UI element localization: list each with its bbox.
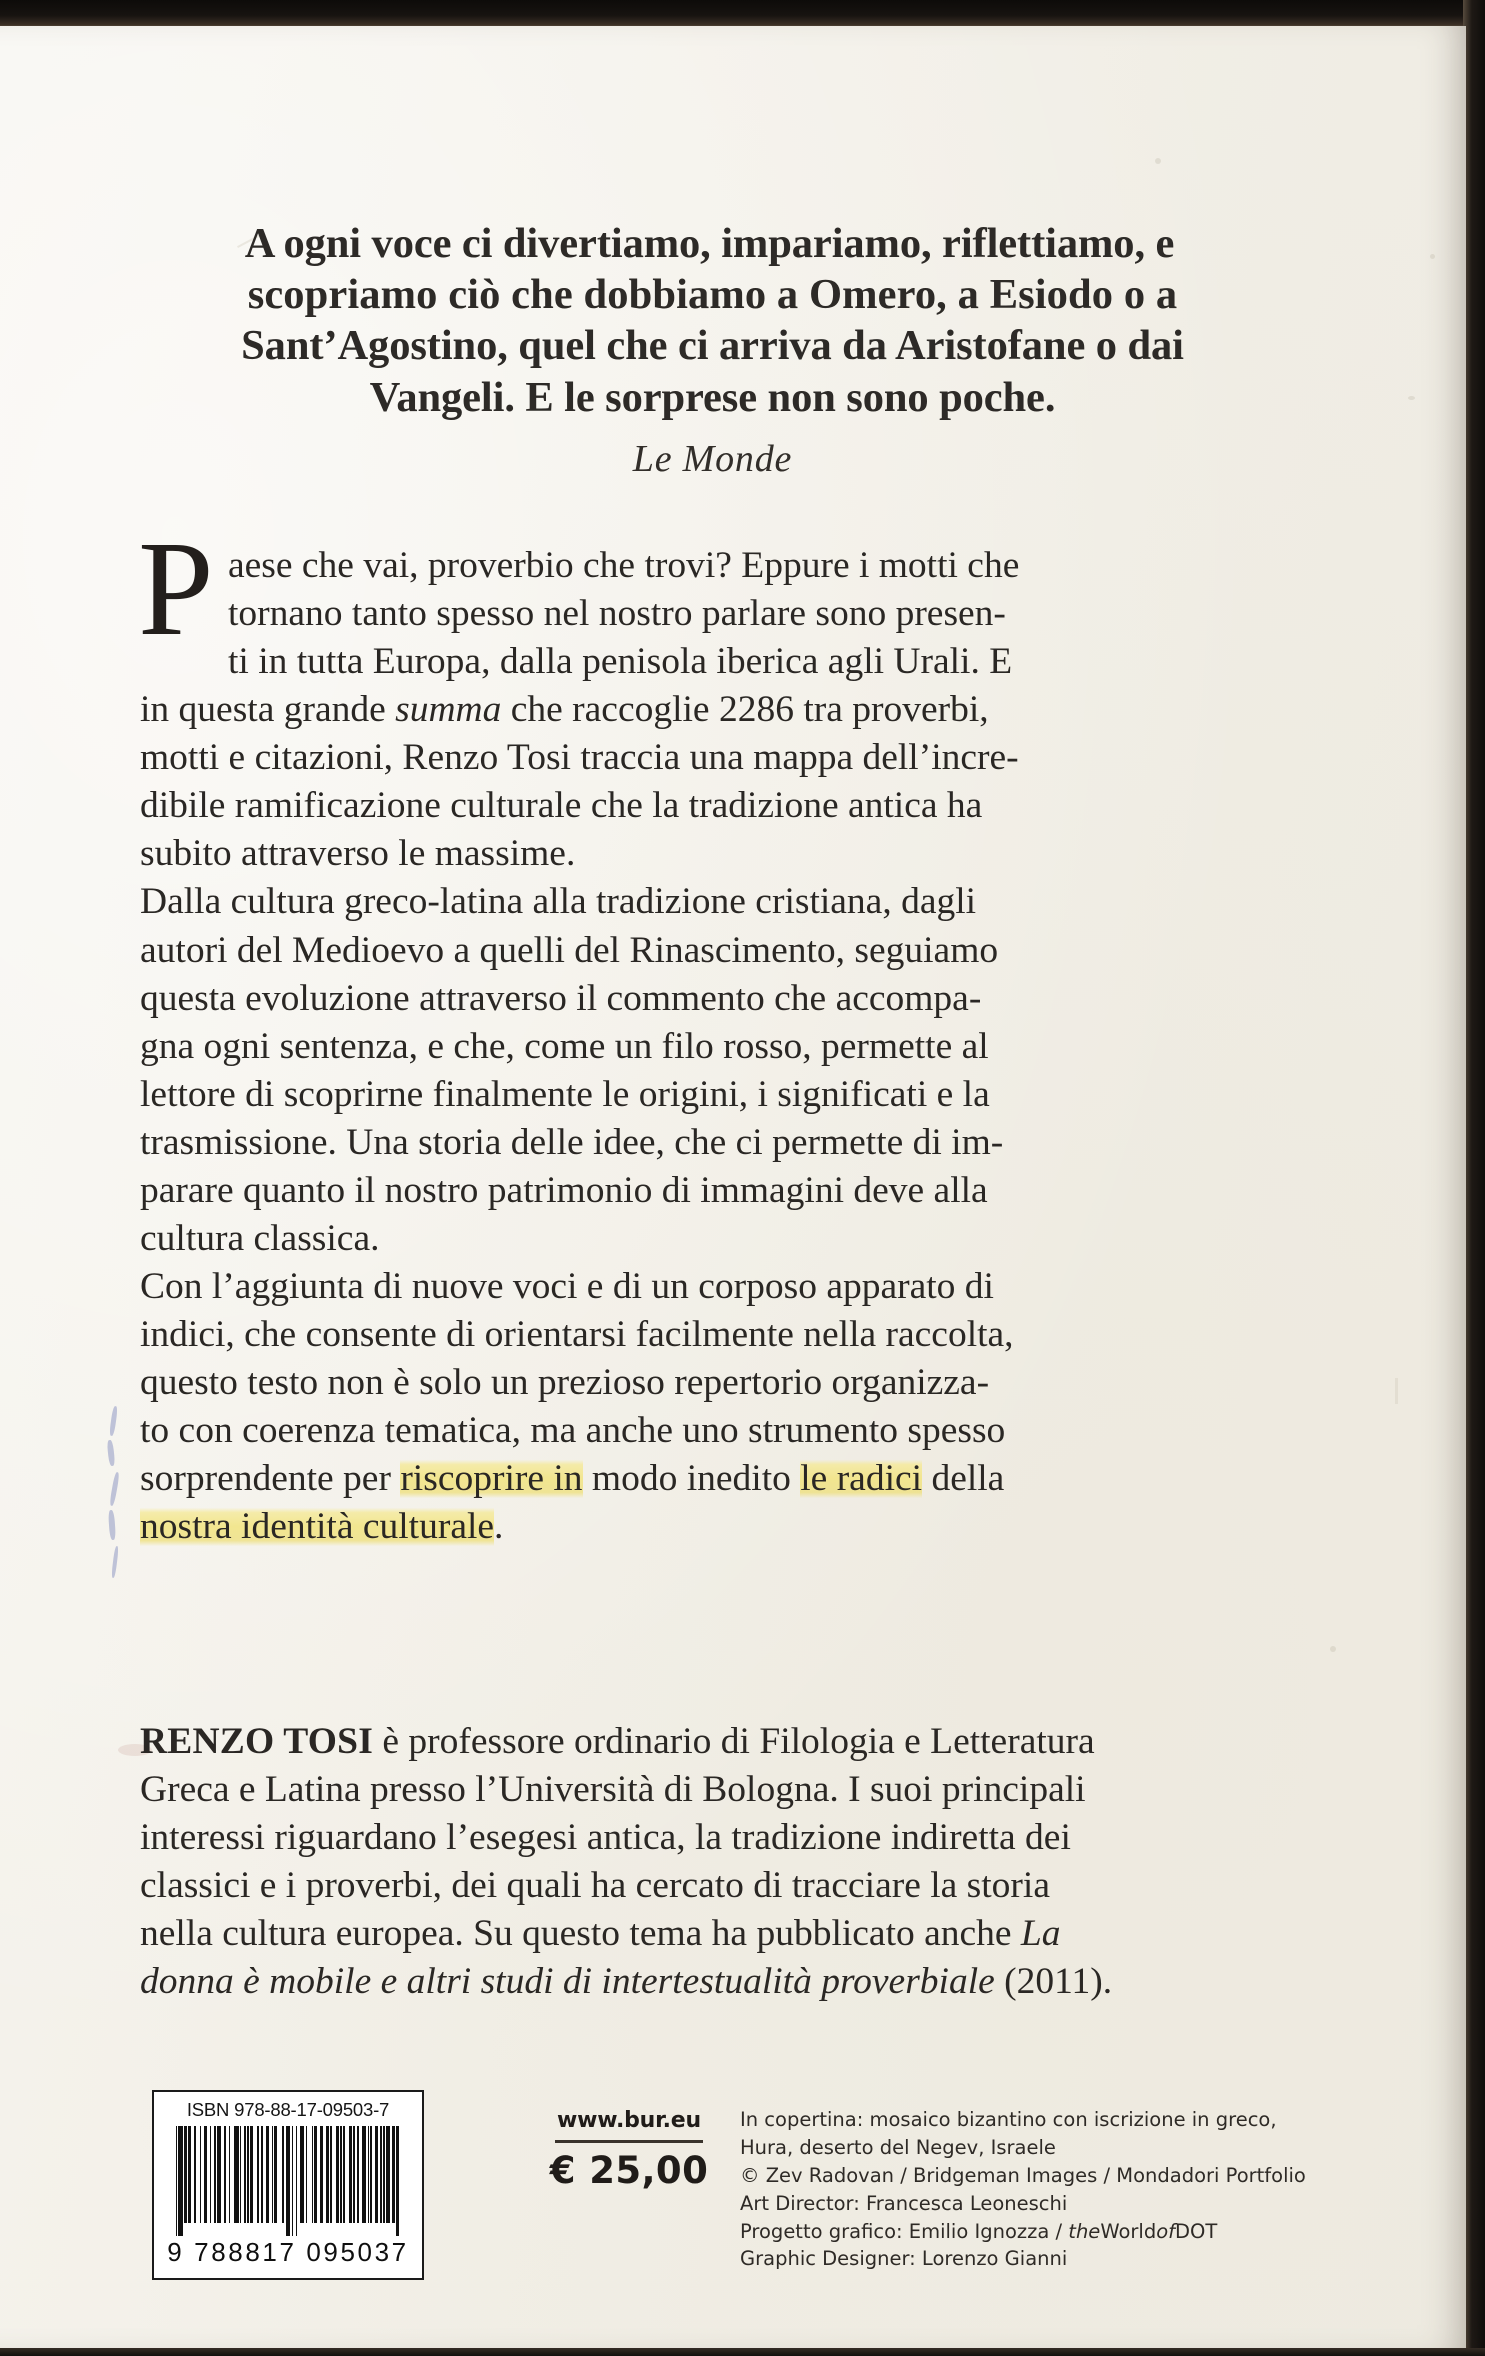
cover-price: € 25,00 (549, 2148, 709, 2192)
blurb-line: motti e citazioni, Renzo Tosi traccia una mappa dell’incre- (140, 737, 1019, 779)
blurb-line: lettore di scoprirne finalmente le origini, i significati e la (140, 1073, 990, 1115)
paper-speckle (1330, 1646, 1336, 1652)
blurb-line: dibile ramificazione culturale che la tradizione antica ha (140, 785, 983, 827)
pull-quote-line: Sant’Agostino, quel che ci arriva da Aristofane o dai (241, 322, 1184, 370)
publisher-website: www.bur.eu (557, 2108, 701, 2133)
blurb-line: aese che vai, proverbio che trovi? Eppure i motti che (228, 545, 1020, 586)
paper-speckle (1408, 396, 1415, 400)
blurb-line: autori del Medioevo a quelli del Rinascimento, seguiamo (140, 929, 999, 971)
blurb-paragraph (140, 878, 1285, 1263)
credit-line (740, 2218, 1360, 2246)
pull-quote-line: Vangeli. E le sorprese non sono poche. (369, 373, 1056, 421)
blurb-line: to con coerenza tematica, ma anche uno strumento spesso (140, 1410, 1006, 1452)
author-bio (140, 1718, 1285, 2006)
blurb-line (140, 686, 1285, 734)
highlighted-text: nostra identità culturale (140, 1506, 495, 1548)
blurb-text-fragment: in questa grande (140, 689, 396, 731)
highlighted-text: le radici (800, 1458, 923, 1500)
scanner-lid-bottom-edge (0, 2348, 1485, 2356)
credit-line: Art Director: Francesca Leoneschi (740, 2191, 1068, 2215)
blurb-line: subito attraverso le massime. (140, 833, 576, 875)
bio-italic-fragment: La (1020, 1913, 1061, 1955)
highlighted-text: riscoprire in (400, 1458, 583, 1500)
pull-quote (140, 218, 1285, 483)
blurb-text (138, 514, 1285, 1551)
blurb-text-fragment: che raccoglie 2286 tra proverbi, (501, 689, 989, 731)
blurb-line: tornano tanto spesso nel nostro parlare sono presen- (228, 593, 1006, 635)
credit-line: Hura, deserto del Negev, Israele (740, 2135, 1056, 2159)
drop-cap: P (138, 514, 214, 664)
bio-text-fragment: nella cultura europea. Su questo tema ha pubblicato anche (140, 1913, 1021, 1955)
bio-line: classici e i proverbi, dei quali ha cercato di tracciare la storia (140, 1865, 1050, 1907)
blurb-italic-fragment: summa (395, 689, 502, 731)
blurb-line: questo testo non è solo un prezioso repertorio organizza- (140, 1362, 990, 1404)
bio-line (140, 1910, 1285, 1958)
pull-quote-line: A ogni voce ci divertiamo, impariamo, riflettiamo, e (244, 220, 1175, 267)
blurb-text-fragment: della (922, 1458, 1005, 1500)
credit-fragment: World (1100, 2219, 1157, 2243)
credit-line: © Zev Radovan / Bridgeman Images / Mondadori Portfolio (740, 2163, 1306, 2187)
pull-quote-source: Le Monde (632, 437, 793, 480)
isbn-label: ISBN 978-88-17-09503-7 (186, 2099, 390, 2120)
pull-quote-line: scopriamo ciò che dobbiamo a Omero, a Esiodo o a (247, 271, 1178, 319)
blurb-line (140, 1503, 1285, 1551)
credit-fragment: Progetto grafico: Emilio Ignozza / (740, 2219, 1069, 2243)
blurb-paragraph (140, 1263, 1285, 1551)
blurb-line: Con l’aggiunta di nuove voci e di un corposo apparato di (140, 1265, 994, 1307)
barcode-bars (176, 2126, 401, 2236)
paper-scuff (1395, 1378, 1398, 1404)
bio-line (140, 1958, 1285, 2006)
price-block (545, 2108, 713, 2192)
cover-footer (0, 2066, 1466, 2326)
bio-line (140, 1718, 1285, 1766)
paper-speckle (1155, 158, 1161, 164)
blurb-text-fragment: modo inedito (582, 1458, 801, 1500)
bio-text-fragment: è professore ordinario di Filologia e Letteratura (373, 1721, 1095, 1762)
credit-italic-fragment: the (1068, 2219, 1101, 2243)
scanner-lid-top-edge (0, 0, 1485, 28)
blurb-text-fragment: . (494, 1506, 504, 1548)
isbn-barcode-block (152, 2090, 424, 2280)
author-name: RENZO TOSI (140, 1721, 374, 1762)
bio-line: interessi riguardano l’esegesi antica, la tradizione indiretta dei (140, 1817, 1071, 1859)
scanner-lid-right-edge (1463, 0, 1485, 2356)
blurb-line: parare quanto il nostro patrimonio di immagini deve alla (140, 1169, 988, 1211)
blurb-line: ti in tutta Europa, dalla penisola iberica agli Urali. E (228, 641, 1013, 683)
credit-fragment: DOT (1175, 2219, 1218, 2243)
paper-speckle (1430, 254, 1435, 259)
blurb-line: trasmissione. Una storia delle idee, che ci permette di im- (140, 1121, 1004, 1163)
credit-line: In copertina: mosaico bizantino con iscrizione in greco, (740, 2108, 1277, 2131)
blurb-line (140, 1455, 1285, 1503)
cover-credits (740, 2106, 1360, 2273)
blurb-line: cultura classica. (140, 1217, 380, 1259)
blurb-line: indici, che consente di orientarsi facilmente nella raccolta, (140, 1314, 1014, 1355)
bio-italic-fragment: donna è mobile e altri studi di intertestualità proverbiale (140, 1961, 995, 2003)
bio-line: Greca e Latina presso l’Università di Bologna. I suoi principali (140, 1769, 1086, 1811)
blurb-text-fragment: sorprendente per (140, 1458, 401, 1500)
blurb-line: Dalla cultura greco-latina alla tradizione cristiana, dagli (140, 881, 977, 923)
blurb-line: questa evoluzione attraverso il commento che accompa- (140, 977, 982, 1019)
credit-line: Graphic Designer: Lorenzo Gianni (740, 2247, 1068, 2271)
blurb-line: gna ogni sentenza, e che, come un filo rosso, permette al (140, 1025, 989, 1067)
book-back-cover (0, 26, 1466, 2348)
credit-italic-fragment: of (1156, 2219, 1175, 2243)
blurb-paragraph (138, 514, 1285, 878)
divider (555, 2140, 703, 2143)
pen-mark (108, 1406, 124, 1586)
ean-digits: 9 788817 095037 (167, 2237, 409, 2267)
bio-text-fragment: (2011). (994, 1961, 1113, 2003)
